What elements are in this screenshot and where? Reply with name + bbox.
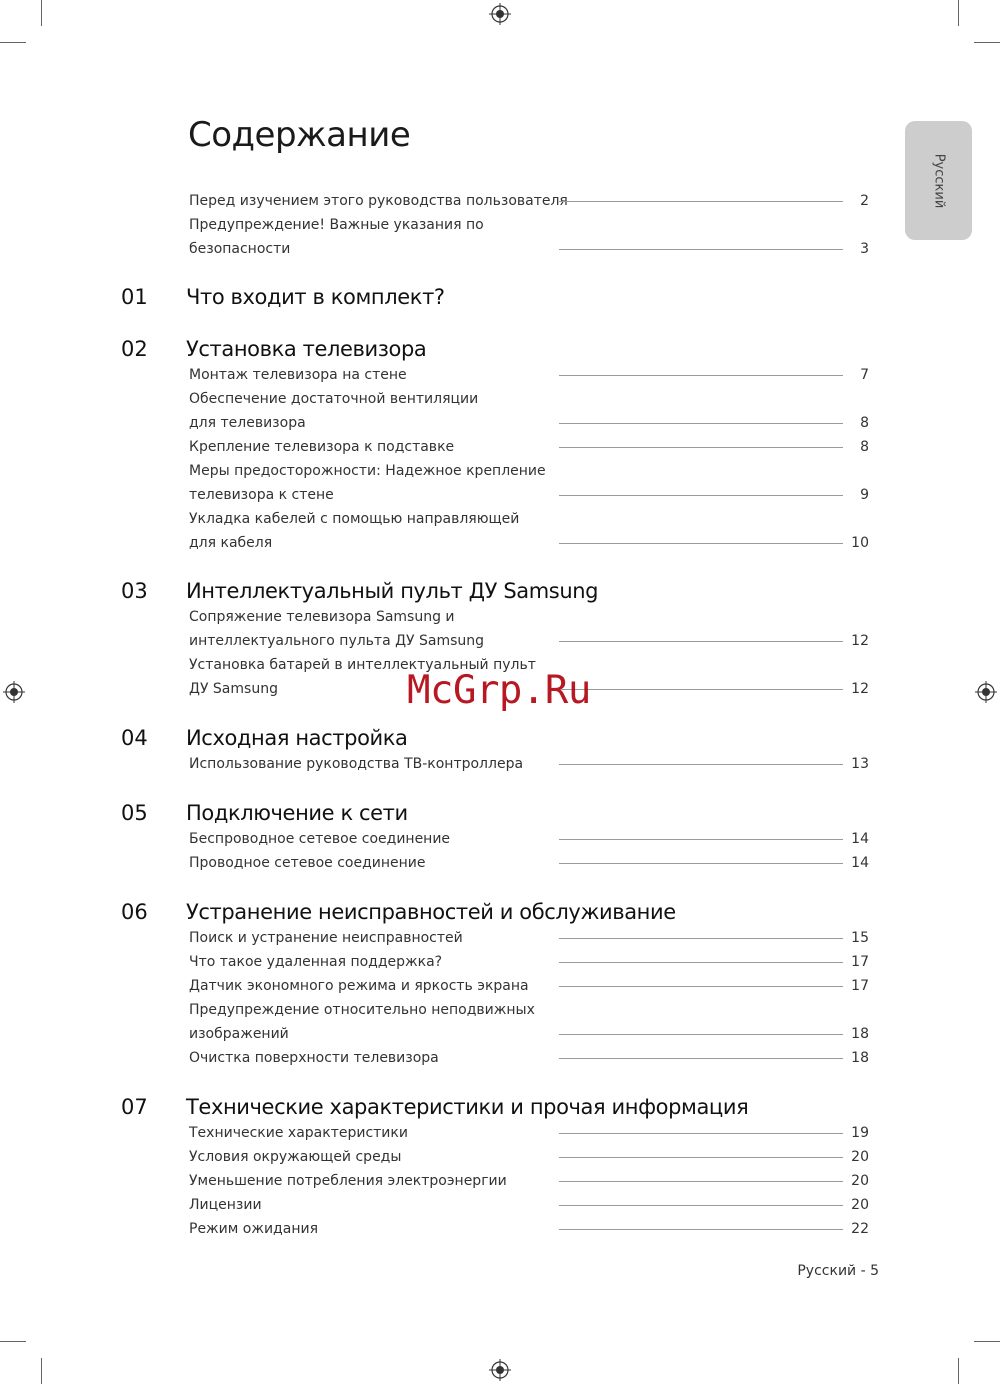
toc-entry-text: Технические характеристики bbox=[189, 1125, 408, 1141]
toc-leader-line bbox=[559, 1181, 843, 1182]
toc-entry-text: телевизора к стене bbox=[189, 487, 334, 503]
toc-page-number: 14 bbox=[851, 831, 869, 847]
crop-mark bbox=[41, 0, 42, 26]
toc-entry-text: Беспроводное сетевое соединение bbox=[189, 831, 451, 847]
watermark: McGrp.Ru bbox=[407, 668, 591, 713]
toc-leader-line bbox=[559, 641, 843, 642]
language-side-tab bbox=[905, 121, 972, 240]
toc-page-number: 8 bbox=[860, 439, 869, 455]
toc-entry-text: Перед изучением этого руководства пользователя bbox=[189, 193, 568, 209]
chapter-number: 07 bbox=[121, 1095, 148, 1119]
page-title: Содержание bbox=[188, 115, 411, 155]
toc-entry-text: Обеспечение достаточной вентиляции bbox=[189, 391, 479, 407]
toc-leader-line bbox=[559, 1229, 843, 1230]
toc-entry-text: Укладка кабелей с помощью направляющей bbox=[189, 511, 520, 527]
toc-page-number: 13 bbox=[851, 756, 869, 772]
toc-leader-line bbox=[559, 447, 843, 448]
toc-leader-line bbox=[559, 839, 843, 840]
toc-entry-text: для кабеля bbox=[189, 535, 273, 551]
toc-leader-line bbox=[559, 495, 843, 496]
chapter-number: 03 bbox=[121, 579, 148, 603]
toc-page-number: 10 bbox=[851, 535, 869, 551]
toc-leader-line bbox=[559, 375, 843, 376]
registration-mark-icon bbox=[489, 3, 511, 25]
toc-entry-text: Меры предосторожности: Надежное крепление bbox=[189, 463, 546, 479]
toc-leader-line bbox=[559, 938, 843, 939]
toc-entry-text: Режим ожидания bbox=[189, 1221, 318, 1237]
toc-leader-line bbox=[559, 1034, 843, 1035]
toc-page-number: 20 bbox=[851, 1173, 869, 1189]
toc-entry-text: Поиск и устранение неисправностей bbox=[189, 930, 463, 946]
chapter-number: 01 bbox=[121, 285, 148, 309]
toc-entry-text: Что такое удаленная поддержка? bbox=[189, 954, 443, 970]
toc-entry-text: Проводное сетевое соединение bbox=[189, 855, 426, 871]
toc-leader-line bbox=[559, 986, 843, 987]
chapter-title: Установка телевизора bbox=[186, 337, 427, 361]
toc-entry-text: ДУ Samsung bbox=[189, 681, 278, 697]
crop-mark bbox=[958, 1358, 959, 1384]
chapter-title: Подключение к сети bbox=[186, 801, 408, 825]
toc-leader-line bbox=[559, 689, 843, 690]
toc-page-number: 17 bbox=[851, 954, 869, 970]
chapter-number: 04 bbox=[121, 726, 148, 750]
toc-entry-text: Предупреждение! Важные указания по bbox=[189, 217, 484, 233]
toc-entry-text: Монтаж телевизора на стене bbox=[189, 367, 407, 383]
toc-leader-line bbox=[559, 201, 843, 202]
toc-entry-text: Лицензии bbox=[189, 1197, 262, 1213]
toc-page-number: 20 bbox=[851, 1197, 869, 1213]
toc-entry-text: интеллектуального пульта ДУ Samsung bbox=[189, 633, 485, 649]
toc-page-number: 20 bbox=[851, 1149, 869, 1165]
toc-leader-line bbox=[559, 1157, 843, 1158]
toc-page-number: 19 bbox=[851, 1125, 869, 1141]
toc-page-number: 15 bbox=[851, 930, 869, 946]
toc-leader-line bbox=[559, 1133, 843, 1134]
registration-mark-icon bbox=[3, 681, 25, 703]
toc-page-number: 9 bbox=[860, 487, 869, 503]
toc-leader-line bbox=[559, 423, 843, 424]
registration-mark-icon bbox=[489, 1359, 511, 1381]
toc-entry-text: Условия окружающей среды bbox=[189, 1149, 402, 1165]
toc-entry-text: изображений bbox=[189, 1026, 289, 1042]
toc-leader-line bbox=[559, 863, 843, 864]
language-tab-label: Русский bbox=[931, 153, 946, 208]
toc-page-number: 18 bbox=[851, 1050, 869, 1066]
crop-mark bbox=[974, 1341, 1000, 1342]
crop-mark bbox=[974, 42, 1000, 43]
chapter-number: 02 bbox=[121, 337, 148, 361]
crop-mark bbox=[0, 1341, 26, 1342]
crop-mark bbox=[0, 42, 26, 43]
toc-page-number: 18 bbox=[851, 1026, 869, 1042]
toc-leader-line bbox=[559, 249, 843, 250]
toc-entry-text: Установка батарей в интеллектуальный пульт bbox=[189, 657, 536, 673]
toc-leader-line bbox=[559, 962, 843, 963]
crop-mark bbox=[958, 0, 959, 26]
toc-page-number: 2 bbox=[860, 193, 869, 209]
toc-entry-text: Использование руководства ТВ-контроллера bbox=[189, 756, 524, 772]
toc-leader-line bbox=[559, 1205, 843, 1206]
toc-page-number: 22 bbox=[851, 1221, 869, 1237]
toc-page-number: 17 bbox=[851, 978, 869, 994]
toc-entry-text: Датчик экономного режима и яркость экрана bbox=[189, 978, 529, 994]
chapter-title: Что входит в комплект? bbox=[186, 285, 445, 309]
toc-page-number: 14 bbox=[851, 855, 869, 871]
toc-entry-text: Предупреждение относительно неподвижных bbox=[189, 1002, 535, 1018]
toc-entry-text: Уменьшение потребления электроэнергии bbox=[189, 1173, 507, 1189]
toc-entry-text: безопасности bbox=[189, 241, 291, 257]
chapter-number: 05 bbox=[121, 801, 148, 825]
toc-page-number: 8 bbox=[860, 415, 869, 431]
registration-mark-icon bbox=[975, 681, 997, 703]
chapter-title: Устранение неисправностей и обслуживание bbox=[186, 900, 676, 924]
chapter-title: Исходная настройка bbox=[186, 726, 408, 750]
toc-page-number: 12 bbox=[851, 633, 869, 649]
toc-entry-text: для телевизора bbox=[189, 415, 306, 431]
chapter-title: Технические характеристики и прочая информация bbox=[186, 1095, 749, 1119]
toc-leader-line bbox=[559, 543, 843, 544]
toc-page-number: 12 bbox=[851, 681, 869, 697]
page-footer: Русский - 5 bbox=[797, 1263, 879, 1279]
toc-entry-text: Очистка поверхности телевизора bbox=[189, 1050, 439, 1066]
toc-entry-text: Сопряжение телевизора Samsung и bbox=[189, 609, 455, 625]
chapter-number: 06 bbox=[121, 900, 148, 924]
toc-leader-line bbox=[559, 1058, 843, 1059]
toc-entry-text: Крепление телевизора к подставке bbox=[189, 439, 455, 455]
chapter-title: Интеллектуальный пульт ДУ Samsung bbox=[186, 579, 599, 603]
toc-page-number: 3 bbox=[860, 241, 869, 257]
toc-leader-line bbox=[559, 764, 843, 765]
toc-page-number: 7 bbox=[860, 367, 869, 383]
crop-mark bbox=[41, 1358, 42, 1384]
